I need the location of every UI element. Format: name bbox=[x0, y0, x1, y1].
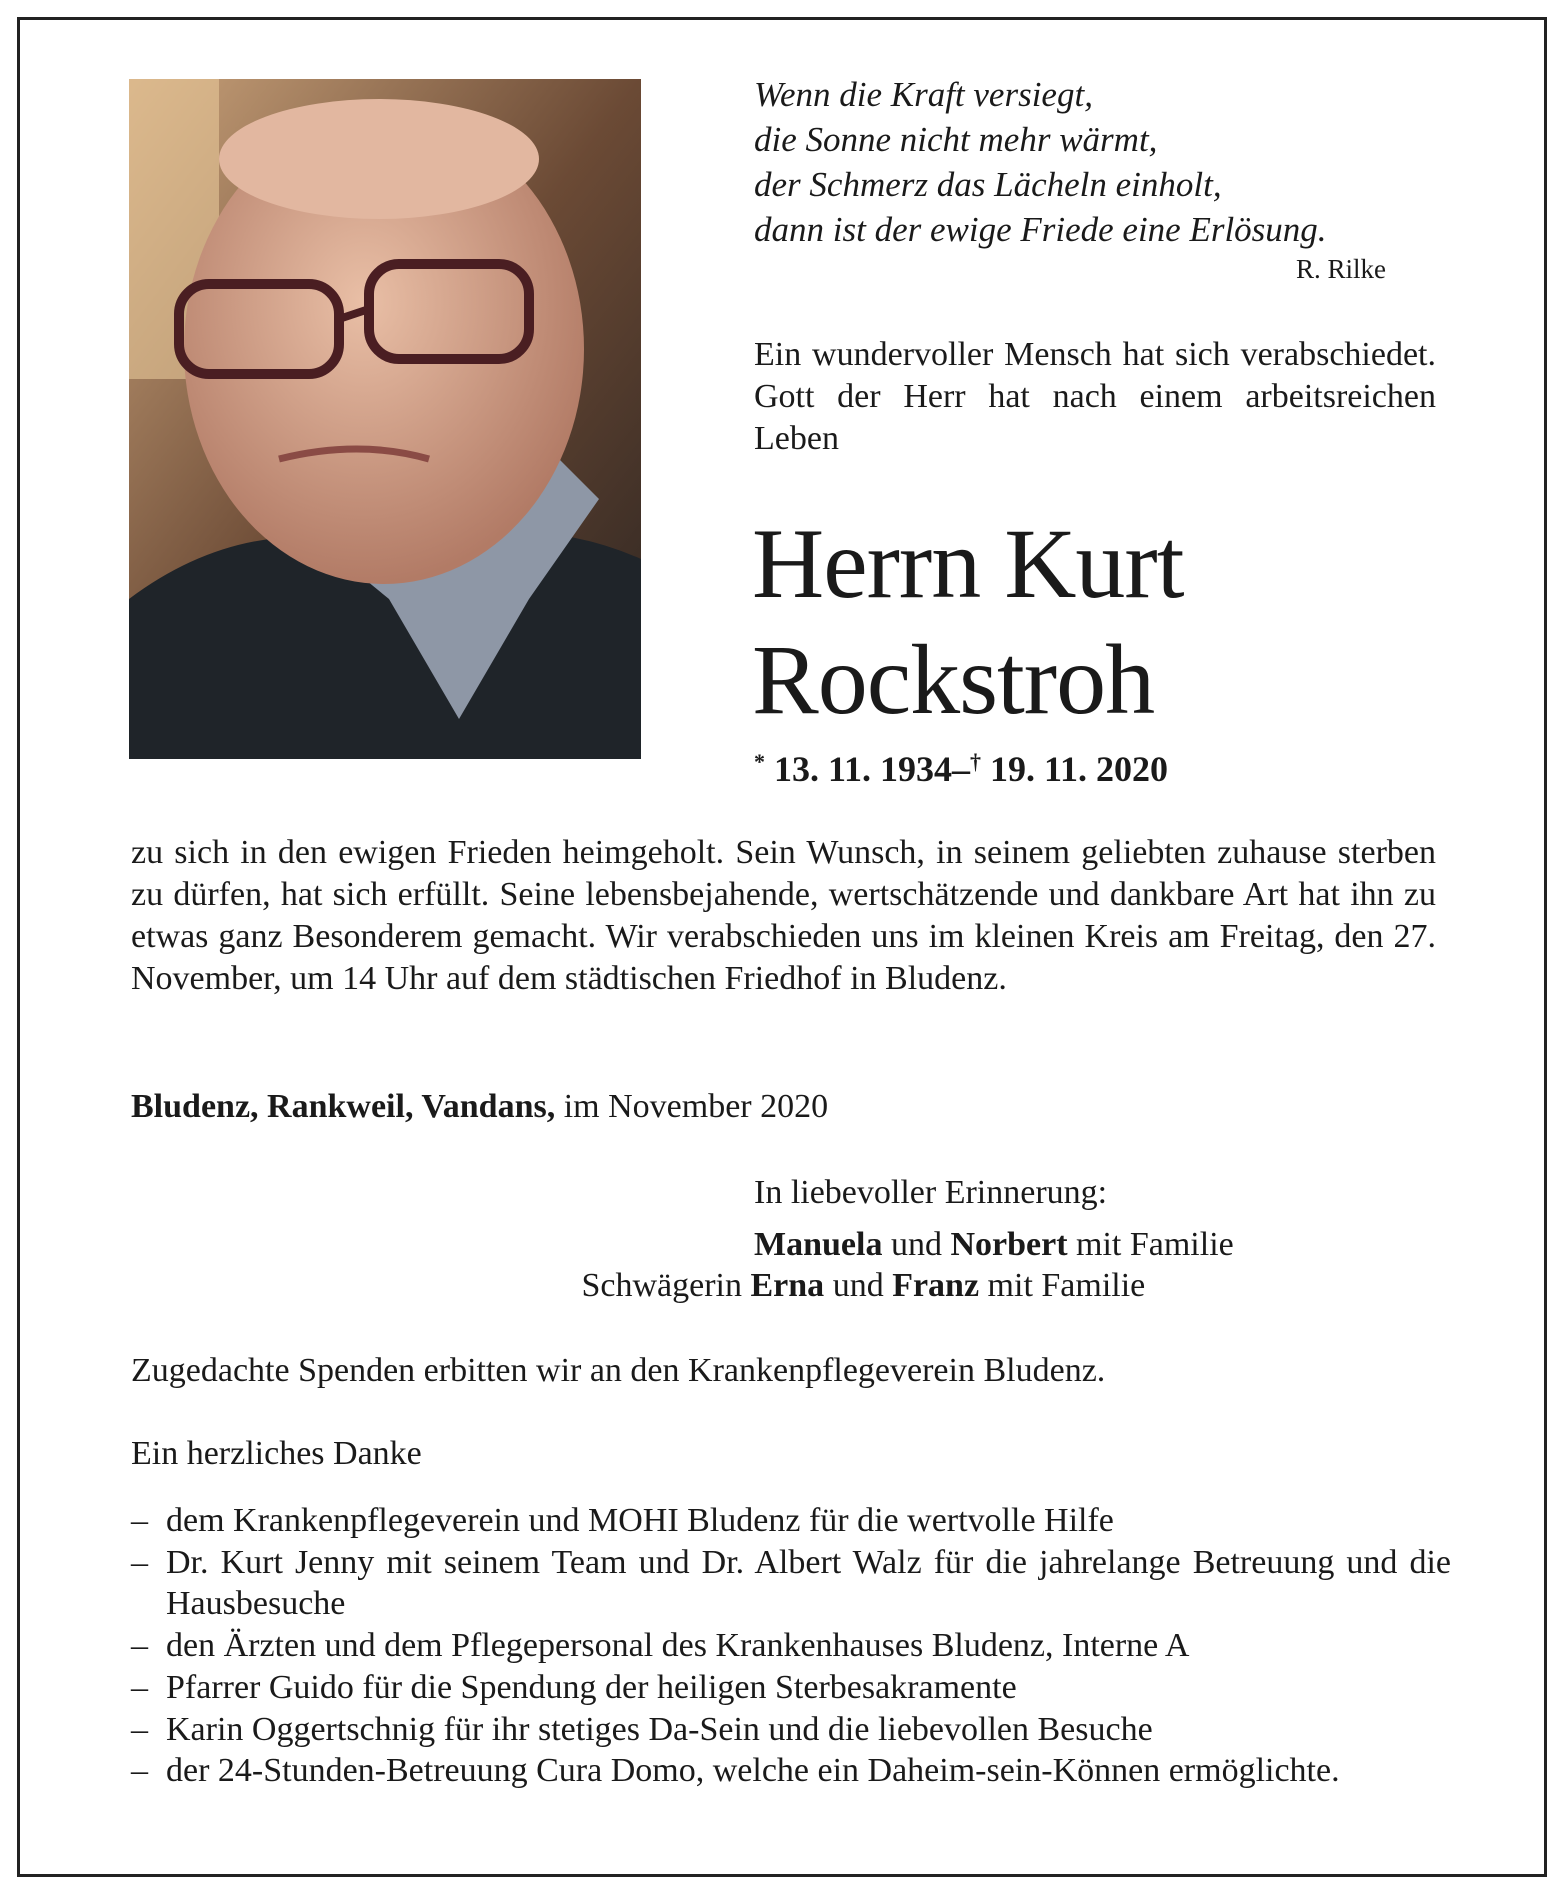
mourners-row-2 bbox=[400, 1265, 1500, 1307]
name-line-2: Rockstroh bbox=[752, 624, 1155, 735]
item-text: den Ärzten und dem Pflegepersonal des Krankenhauses Bludenz, Interne A bbox=[166, 1627, 1190, 1665]
list-item bbox=[131, 1667, 1451, 1709]
item-text: dem Krankenpflegeverein und MOHI Bludenz für die wertvolle Hilfe bbox=[166, 1502, 1114, 1539]
thanks-list bbox=[131, 1500, 1451, 1792]
item-text: der 24-Stunden-Betreuung Cura Domo, welche ein Daheim-sein-Können ermöglichte. bbox=[166, 1752, 1340, 1790]
relation: Schwägerin bbox=[581, 1267, 742, 1304]
quote-line: die Sonne nicht mehr wärmt, bbox=[754, 120, 1158, 159]
towns: Bludenz, Rankweil, Vandans, bbox=[131, 1088, 556, 1125]
mourners-row-1 bbox=[754, 1224, 1234, 1266]
rilke-quote bbox=[754, 72, 1454, 252]
thanks-heading: Ein herzliches Danke bbox=[131, 1435, 422, 1472]
mourner-name: Manuela bbox=[754, 1226, 883, 1263]
suffix: mit Familie bbox=[987, 1267, 1146, 1304]
quote-line: Wenn die Kraft versiegt, bbox=[754, 75, 1093, 114]
mourner-name: Erna bbox=[750, 1267, 825, 1304]
birth-symbol: * bbox=[754, 749, 765, 774]
quote-line: dann ist der ewige Friede eine Erlösung. bbox=[754, 210, 1327, 249]
intro-text: Ein wundervoller Mensch hat sich verabschiedet. Gott der Herr hat nach einem arbeitsreichen Leben bbox=[754, 336, 1436, 457]
date-separator: – bbox=[952, 749, 971, 789]
list-item bbox=[131, 1542, 1451, 1625]
dash: – bbox=[131, 1752, 148, 1790]
mourner-name: Franz bbox=[892, 1267, 980, 1304]
mourner-name: Norbert bbox=[950, 1226, 1068, 1263]
dash: – bbox=[131, 1668, 148, 1706]
item-text: Dr. Kurt Jenny mit seinem Team und Dr. Albert Walz für die jahrelange Betreuung und die Hausbesuche bbox=[166, 1543, 1451, 1623]
birth-date: 13. 11. 1934 bbox=[774, 749, 953, 789]
dash: – bbox=[131, 1627, 148, 1665]
life-dates bbox=[754, 748, 1168, 790]
list-item bbox=[131, 1500, 1451, 1542]
place-date bbox=[131, 1086, 828, 1128]
conjunction: und bbox=[832, 1267, 884, 1304]
donations-note: Zugedachte Spenden erbitten wir an den Krankenpflegeverein Bludenz. bbox=[131, 1352, 1106, 1389]
list-item bbox=[131, 1625, 1451, 1667]
dash: – bbox=[131, 1710, 148, 1748]
list-item bbox=[131, 1709, 1451, 1751]
quote-line: der Schmerz das Lächeln einholt, bbox=[754, 165, 1222, 204]
list-item bbox=[131, 1750, 1451, 1792]
suffix: mit Familie bbox=[1076, 1226, 1234, 1263]
death-date: 19. 11. 2020 bbox=[990, 749, 1169, 789]
quote-author: R. Rilke bbox=[1295, 254, 1386, 284]
conjunction: und bbox=[890, 1226, 942, 1263]
death-symbol: † bbox=[970, 749, 982, 774]
deceased-name bbox=[752, 506, 1184, 738]
name-line-1: Herrn Kurt bbox=[752, 508, 1184, 619]
item-text: Karin Oggertschnig für ihr stetiges Da-Sein und die liebevollen Besuche bbox=[166, 1710, 1153, 1748]
dash: – bbox=[131, 1543, 148, 1581]
dash: – bbox=[131, 1502, 148, 1539]
memory-heading: In liebevoller Erinnerung: bbox=[754, 1174, 1108, 1211]
month-year: im November 2020 bbox=[563, 1088, 829, 1125]
item-text: Pfarrer Guido für die Spendung der heiligen Sterbesakramente bbox=[166, 1668, 1017, 1706]
main-text: zu sich in den ewigen Frieden heimgeholt. Sein Wunsch, in seinem geliebten zuhause sterben zu dürfen, hat sich erfüllt. Seine lebensbejahende, wertschätzende und dankbare Art hat ihn zu etwas ganz Besonderem gemacht. Wir verabschieden uns im kleinen Kreis am Freitag, den 27. November, um 14 Uhr auf dem städtischen Friedhof in Bludenz. bbox=[131, 834, 1436, 997]
portrait-photo bbox=[129, 79, 641, 759]
